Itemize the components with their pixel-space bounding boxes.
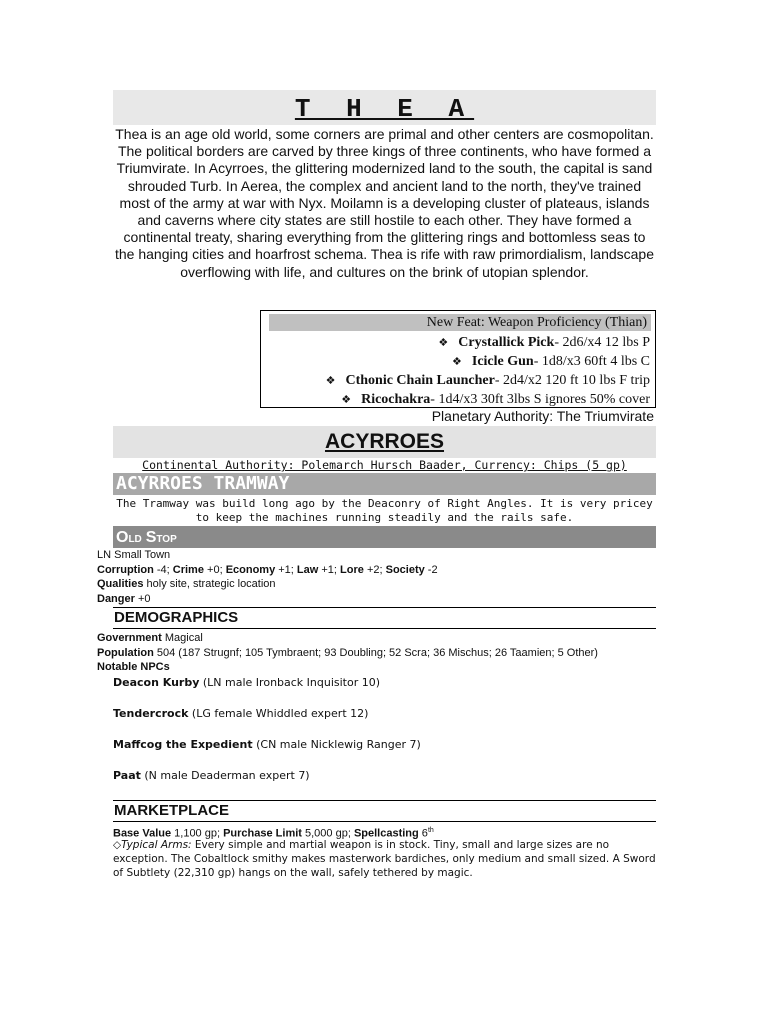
feat-box (260, 310, 656, 408)
intro-paragraph: Thea is an age old world, some corners are primal and other centers are cosmopolitan. The political borders are carved by three kings of three continents, who have formed a Triumvirate. In Acyrroes, the glittering modernized land to the south, the capital is sand shrouded Turb. In Aerea, the complex and ancient land to the north, they've trained most of the army at war with Nyx. Moilamn is a developing cluster of plateaus, islands and caverns where city states are still hostile to each other. They have formed a continental treaty, sharing everything from the glittering rings and bottomless seas to the hanging cities and hoarfrost schema. Thea is rife with raw primordialism, landscape overflowing with life, and cultures on the brink of utopian splendor. (115, 126, 654, 280)
continental-authority: Continental Authority: Polemarch Hursch Baader, Currency: Chips (5 gp) (142, 458, 627, 472)
demographics-heading: DEMOGRAPHICS (113, 607, 656, 629)
feat-item-stats: - 2d6/x4 12 lbs P (554, 335, 650, 350)
settlement-type: LN Small Town (97, 549, 171, 561)
feat-header: New Feat: Weapon Proficiency (Thian) (269, 314, 651, 331)
settlement-modifiers: Corruption -4; Crime +0; Economy +1; Law +1; Lore +2; Society -2 (97, 564, 438, 576)
feat-item (261, 333, 655, 352)
diamond-outline-icon: ◇ (113, 839, 122, 851)
feat-item-stats: - 2d4/x2 120 ft 10 lbs F trip (494, 373, 650, 388)
diamond-bullet-icon: ❖ (341, 394, 352, 406)
marketplace-values: Base Value 1,100 gp; Purchase Limit 5,000 gp; Spellcasting 6th (113, 827, 434, 840)
government-line: Government Magical (97, 632, 203, 644)
diamond-bullet-icon: ❖ (438, 337, 449, 349)
npc-entry: Tendercrock (LG female Whiddled expert 12) (113, 707, 369, 720)
feat-item (261, 352, 655, 371)
settlement-danger: Danger +0 (97, 593, 151, 605)
section-title-acyrroes: ACYRROES (113, 426, 656, 458)
feat-item-name: Crystallick Pick (458, 335, 555, 350)
feat-item-name: Cthonic Chain Launcher (345, 373, 495, 388)
typical-arms: ◇Typical Arms: Every simple and martial weapon is in stock. Tiny, small and large sizes are no exception. The Cobaltlock smithy makes masterwork bardiches, only medium and small sized. A Sword of Subtlety (22,310 gp) hangs on the wall, safely tethered by magic. (113, 839, 656, 879)
notable-npcs-label: Notable NPCs (97, 661, 170, 673)
diamond-bullet-icon: ❖ (452, 356, 462, 368)
npc-entry: Paat (N male Deaderman expert 7) (113, 769, 310, 782)
feat-item-stats: - 1d8/x3 60ft 4 lbs C (533, 354, 650, 369)
old-stop-title: Old Stop (113, 526, 656, 548)
marketplace-heading: MARKETPLACE (113, 800, 656, 822)
feat-item (261, 371, 655, 390)
npc-entry: Maffcog the Expedient (CN male Nicklewig Ranger 7) (113, 738, 421, 751)
feat-item-name: Icicle Gun (471, 354, 534, 369)
feat-item (261, 390, 655, 409)
settlement-qualities: Qualities holy site, strategic location (97, 578, 276, 590)
tramway-description: The Tramway was build long ago by the Deaconry of Right Angles. It is very pricey to keep the machines running steadily and the rails safe. (116, 497, 653, 524)
page-title: T H E A (113, 90, 656, 125)
npc-entry: Deacon Kurby (LN male Ironback Inquisitor 10) (113, 676, 381, 689)
population-line: Population 504 (187 Strugnf; 105 Tymbraent; 93 Doubling; 52 Scra; 36 Mischus; 26 Taamien; 5 Other) (97, 647, 598, 659)
planetary-authority: Planetary Authority: The Triumvirate (431, 408, 654, 424)
diamond-bullet-icon: ❖ (325, 375, 336, 387)
tramway-title: ACYRROES TRAMWAY (113, 473, 656, 495)
feat-item-stats: - 1d4/x3 30ft 3lbs S ignores 50% cover (430, 392, 650, 407)
feat-item-name: Ricochakra (361, 392, 431, 407)
